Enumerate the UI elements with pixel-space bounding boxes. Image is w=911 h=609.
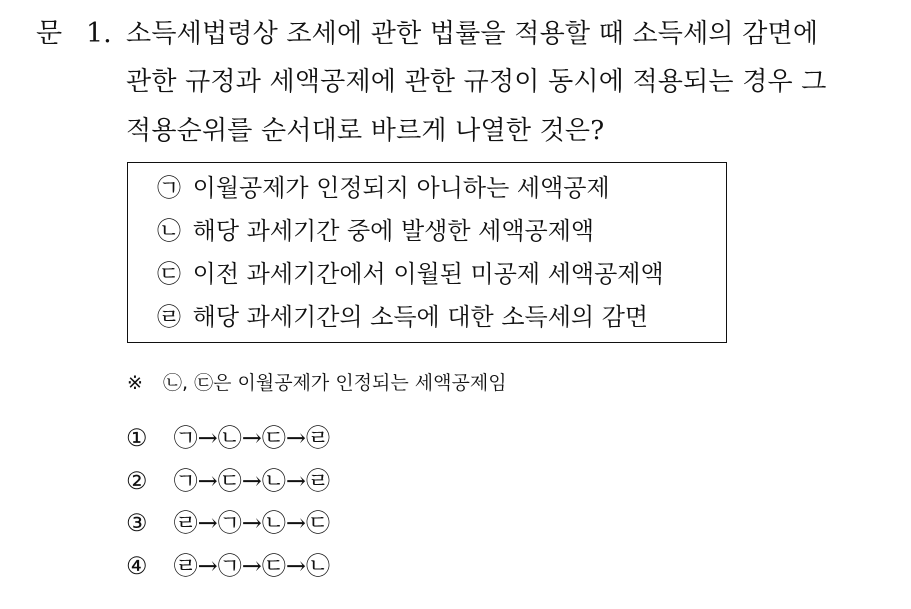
answer-option-3[interactable]	[126, 506, 330, 540]
option-text: ㉠→㉢→㉡→㉣	[173, 467, 330, 495]
statement-item	[157, 171, 610, 205]
statement-text: 이월공제가 인정되지 아니하는 세액공제	[192, 174, 610, 202]
statement-item	[157, 257, 664, 291]
answer-option-1[interactable]	[126, 421, 330, 455]
statement-marker: ㉠	[157, 174, 181, 202]
option-number: ①	[126, 424, 148, 452]
footnote	[127, 368, 507, 398]
statement-marker: ㉡	[157, 217, 181, 245]
statement-marker: ㉢	[157, 260, 181, 288]
statement-box	[127, 162, 727, 343]
statement-text: 해당 과세기간의 소득에 대한 소득세의 감면	[192, 303, 649, 331]
reference-mark-icon: ※	[127, 372, 143, 394]
question-text-line-1: 소득세법령상 조세에 관한 법률을 적용할 때 소득세의 감면에	[126, 19, 819, 49]
option-text: ㉠→㉡→㉢→㉣	[173, 424, 330, 452]
statement-text: 이전 과세기간에서 이월된 미공제 세액공제액	[192, 260, 664, 288]
question-number: 1.	[86, 18, 112, 49]
option-number: ②	[126, 467, 148, 495]
option-text: ㉣→㉠→㉢→㉡	[173, 552, 330, 580]
question-text-line-3: 적용순위를 순서대로 바르게 나열한 것은?	[126, 116, 605, 146]
statement-marker: ㉣	[157, 303, 181, 331]
answer-option-2[interactable]	[126, 464, 330, 498]
statement-text: 해당 과세기간 중에 발생한 세액공제액	[192, 217, 595, 245]
statement-item	[157, 300, 648, 334]
statement-item	[157, 214, 594, 248]
footnote-text: ㉡, ㉢은 이월공제가 인정되는 세액공제임	[163, 372, 507, 394]
option-number: ③	[126, 509, 148, 537]
question-text-line-2: 관한 규정과 세액공제에 관한 규정이 동시에 적용되는 경우 그	[126, 67, 827, 97]
option-number: ④	[126, 552, 148, 580]
question-prefix: 문	[36, 18, 63, 49]
answer-option-4[interactable]	[126, 549, 330, 583]
option-text: ㉣→㉠→㉡→㉢	[173, 509, 330, 537]
